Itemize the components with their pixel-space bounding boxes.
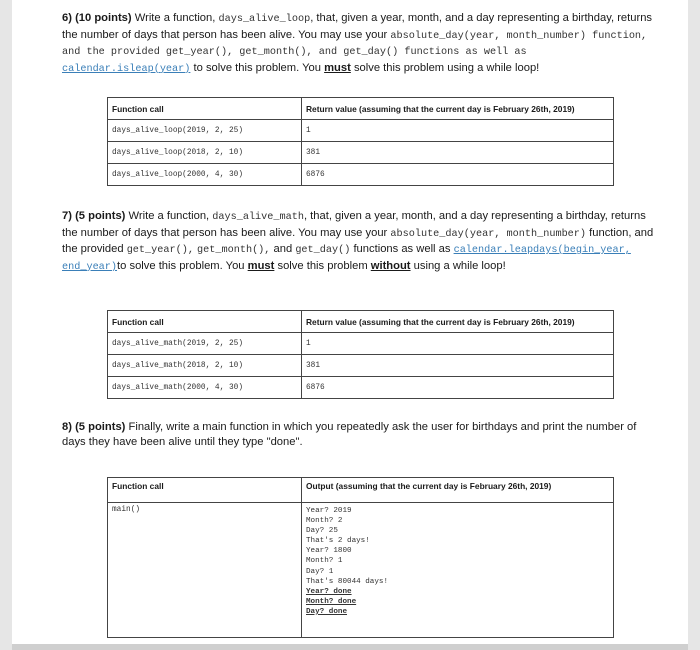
cell-call: days_alive_loop(2000, 4, 30)	[108, 164, 302, 186]
cell-value: 1	[302, 120, 614, 142]
question-8	[62, 420, 657, 449]
cell-value: 381	[302, 142, 614, 164]
output-line: That's 2 days!	[306, 537, 370, 546]
header-function-call: Function call	[108, 311, 302, 333]
q7-text-3: function, and the provided	[62, 226, 654, 256]
q6-text-2: , that, given a year, month, and a day representing a birthday, returns the number of days that person has been alive. You may use your	[62, 12, 653, 41]
q6-function-name: days_alive_loop	[218, 14, 311, 25]
cell-call: days_alive_loop(2018, 2, 10)	[108, 142, 302, 164]
q7-text-5: functions as well as	[353, 243, 451, 256]
table-header-row	[108, 478, 614, 503]
page-bottom-edge	[12, 644, 688, 650]
output-line: Year? 1800	[306, 547, 352, 556]
q7-code-3: get_month(),	[197, 245, 271, 257]
output-line: Day? done	[306, 607, 348, 616]
q7-without: without	[370, 259, 411, 272]
q7-link-leapdays[interactable]: calendar.leapdays(begin_year, end_year)	[62, 245, 631, 273]
q6-code-1: absolute_day(year, month_number) function, and the provided get_year(), get_month(), and get_day() functions as well as	[62, 30, 648, 59]
output-line: Month? 1	[306, 557, 343, 566]
table-row	[108, 355, 614, 377]
q7-points: (5 points)	[75, 210, 126, 222]
q7-code-2: get_year(),	[126, 245, 194, 257]
header-return-value: Return value (assuming that the current day is February 26th, 2019)	[302, 98, 614, 120]
cell-call: days_alive_math(2019, 2, 25)	[108, 333, 302, 355]
table-row	[108, 120, 614, 142]
header-function-call: Function call	[108, 478, 302, 503]
header-output: Output (assuming that the current day is February 26th, 2019)	[302, 478, 614, 503]
q7-code-4: get_day()	[295, 245, 351, 257]
q8-points: (5 points)	[75, 421, 126, 433]
q6-number: 6)	[62, 12, 72, 24]
output-line: Month? done	[306, 597, 357, 606]
q7-text-6: to solve this problem. You	[117, 259, 245, 272]
table-row	[108, 333, 614, 355]
q7-text-7: solve this problem	[277, 259, 368, 272]
q8-text-1: Finally, write a main function in which you repeatedly ask the user for birthdays and print the number of days they have been alive until they type "done".	[62, 421, 637, 448]
q7-table	[107, 310, 614, 399]
q7-text-2: , that, given a year, month, and a day representing a birthday, returns the number of days that person has been alive. You may use your	[62, 210, 646, 239]
q6-text-3: to solve this problem. You	[193, 61, 321, 74]
table-row	[108, 164, 614, 186]
cell-value: 381	[302, 355, 614, 377]
header-function-call: Function call	[108, 98, 302, 120]
table-row	[108, 377, 614, 399]
table-header-row	[108, 311, 614, 333]
document-page	[12, 0, 688, 650]
cell-value: 1	[302, 333, 614, 355]
output-line: Month? 2	[306, 517, 343, 526]
output-line: That's 80044 days!	[306, 577, 389, 586]
q6-points: (10 points)	[75, 12, 132, 24]
table-row	[108, 142, 614, 164]
output-line: Year? 2019	[306, 507, 352, 515]
output-line: Day? 25	[306, 527, 338, 536]
q7-number: 7)	[62, 210, 72, 222]
q7-text-4: and	[273, 243, 293, 256]
q8-number: 8)	[62, 421, 72, 433]
q7-text-8: using a while loop!	[413, 259, 506, 272]
q8-table	[107, 477, 614, 638]
table-row	[108, 503, 614, 638]
q6-must: must	[324, 61, 351, 74]
q6-table	[107, 97, 614, 186]
cell-call: days_alive_loop(2019, 2, 25)	[108, 120, 302, 142]
q6-link-isleap[interactable]: calendar.isleap(year)	[62, 63, 191, 75]
output-line: Day? 1	[306, 567, 334, 576]
q6-text-4: solve this problem using a while loop!	[353, 61, 540, 74]
cell-value: 6876	[302, 377, 614, 399]
q7-must: must	[247, 259, 275, 272]
question-7	[62, 209, 657, 275]
output-line: Year? done	[306, 587, 352, 596]
q6-text-1: Write a function,	[134, 12, 216, 24]
cell-call: days_alive_math(2018, 2, 10)	[108, 355, 302, 377]
cell-call: main()	[108, 503, 302, 638]
question-6	[62, 11, 657, 77]
cell-output	[302, 503, 614, 638]
q7-text-1: Write a function,	[128, 210, 210, 222]
cell-call: days_alive_math(2000, 4, 30)	[108, 377, 302, 399]
q7-code-1: absolute_day(year, month_number)	[390, 228, 587, 240]
header-return-value: Return value (assuming that the current day is February 26th, 2019)	[302, 311, 614, 333]
q7-function-name: days_alive_math	[212, 212, 304, 223]
table-header-row	[108, 98, 614, 120]
cell-value: 6876	[302, 164, 614, 186]
